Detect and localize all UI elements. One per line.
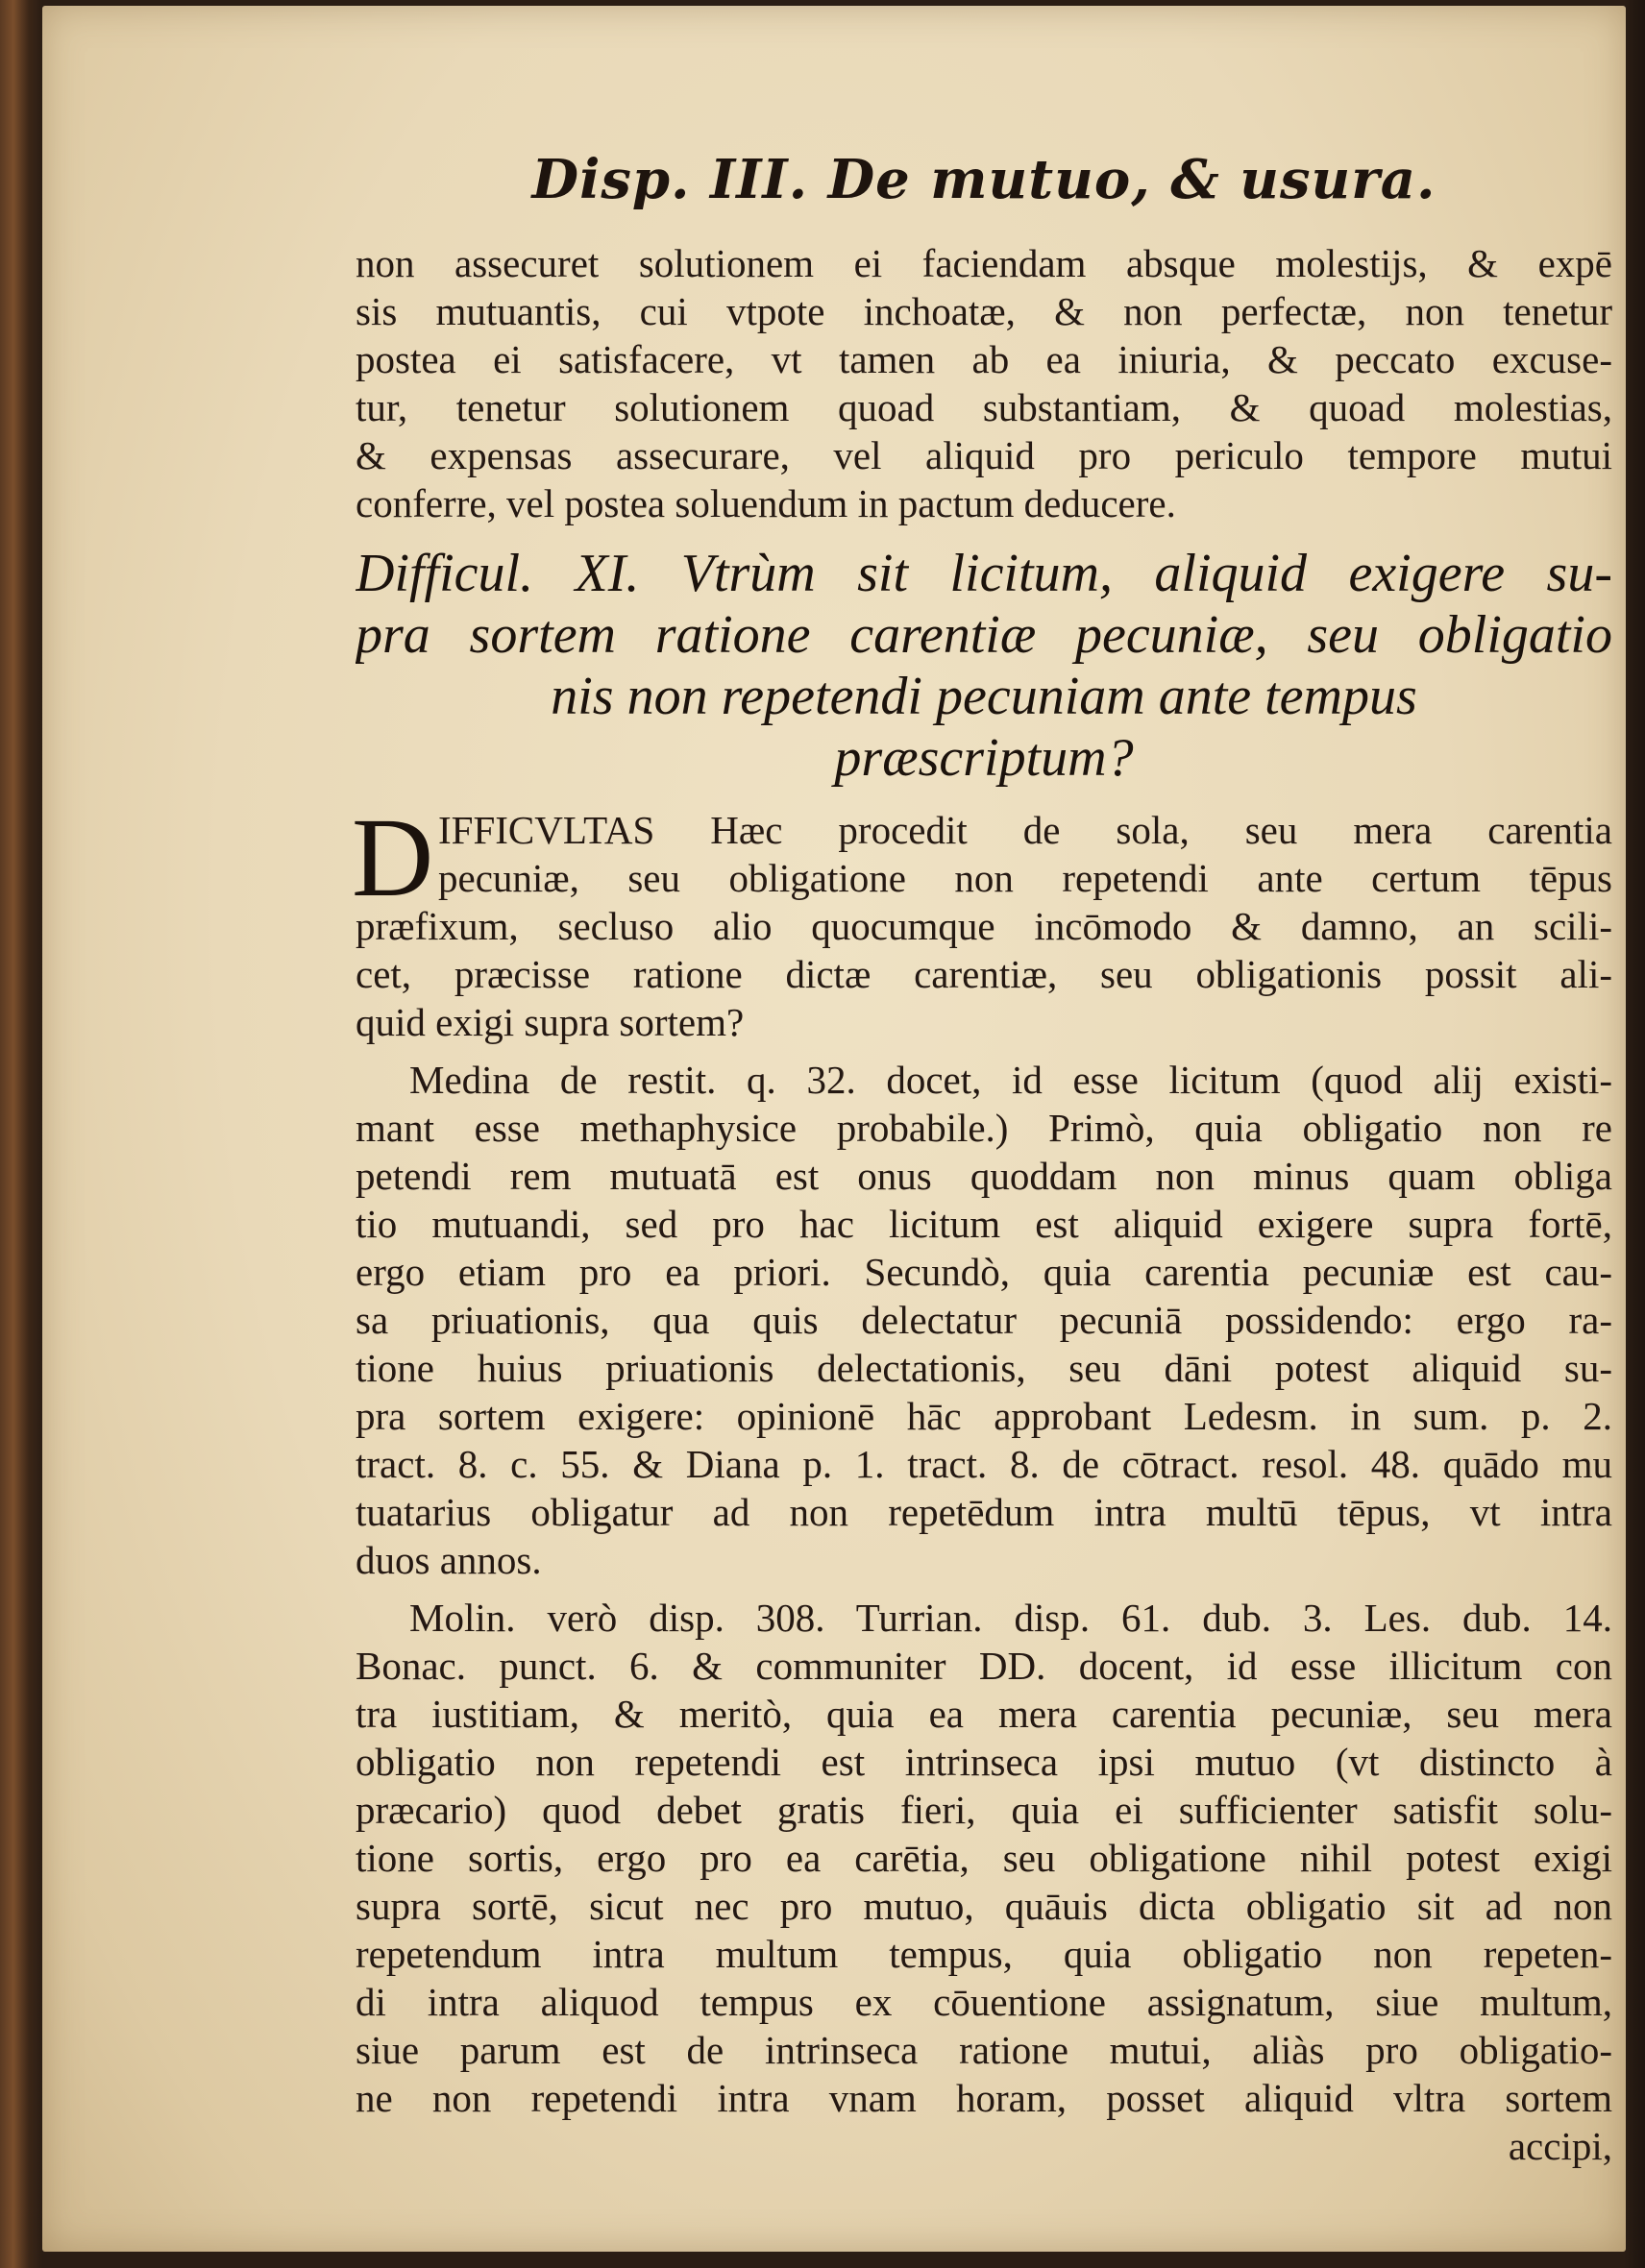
text-line: præfixum, secluso alio quocumque incōmodo & damno, an scili- — [356, 904, 1612, 948]
text-line: petendi rem mutuatā est onus quoddam non minus quam obliga — [356, 1154, 1612, 1198]
text-line: Medina de restit. q. 32. docet, id esse licitum (quod alij existi- — [409, 1058, 1612, 1102]
text-line: quid exigi supra sortem? — [356, 1000, 745, 1044]
text-line: sa priuationis, qua quis delectatur pecuniā possidendo: ergo ra- — [356, 1298, 1612, 1342]
book-page — [42, 6, 1626, 2252]
text-line: & expensas assecurare, vel aliquid pro periculo tempore mutui — [356, 433, 1612, 477]
drop-cap: D — [352, 794, 434, 920]
text-line: ne non repetendi intra vnam horam, posset aliquid vltra sortem — [356, 2076, 1612, 2120]
text-line: mant esse methaphysice probabile.) Primò, quia obligatio non re — [356, 1106, 1612, 1150]
section-heading — [356, 543, 1612, 789]
text-line: præcario) quod debet gratis fieri, quia ei sufficienter satisfit solu- — [356, 1788, 1612, 1832]
text-line: pra sortem exigere: opinionē hāc approbant Ledesm. in sum. p. 2. — [356, 1394, 1612, 1438]
text-line: tio mutuandi, sed pro hac licitum est aliquid exigere supra fortē, — [356, 1202, 1612, 1246]
text-line: tuatarius obligatur ad non repetēdum intra multū tēpus, vt intra — [356, 1490, 1612, 1534]
heading-line: pra sortem ratione carentiæ pecuniæ, seu obligatio — [356, 605, 1612, 665]
text-line: siue parum est de intrinseca ratione mutui, aliàs pro obligatio- — [356, 2028, 1612, 2072]
text-line: cet, præcisse ratione dictæ carentiæ, seu obligationis possit ali- — [356, 952, 1612, 996]
text-line: conferre, vel postea soluendum in pactum deducere. — [356, 481, 1176, 525]
catchword: accipi, — [1508, 2124, 1612, 2168]
text-line: tione sortis, ergo pro ea carētia, seu obligatione nihil potest exigi — [356, 1836, 1612, 1880]
text-line: tract. 8. c. 55. & Diana p. 1. tract. 8. de cōtract. resol. 48. quādo mu — [356, 1442, 1612, 1486]
text-line: sis mutuantis, cui vtpote inchoatæ, & non perfectæ, non tenetur — [356, 289, 1612, 333]
spacer — [356, 1046, 1612, 1056]
paragraph-medina — [356, 1056, 1612, 1584]
text-line: repetendum intra multum tempus, quia obligatio non repeten- — [356, 1932, 1612, 1976]
running-head: Disp. III. De mutuo, & usura. — [531, 148, 1436, 211]
text-line: tione huius priuationis delectationis, seu dāni potest aliquid su- — [356, 1346, 1612, 1390]
paragraph-molina — [356, 1594, 1612, 2170]
text-line: non assecuret solutionem ei faciendam absque molestijs, & expē — [356, 241, 1612, 285]
paragraph-difficultas — [352, 794, 1612, 1046]
text-line: di intra aliquod tempus ex cōuentione assignatum, siue multum, — [356, 1980, 1612, 2024]
text-line: Bonac. punct. 6. & communiter DD. docent, id esse illicitum con — [356, 1644, 1612, 1688]
text-line: pecuniæ, seu obligatione non repetendi ante certum tēpus — [438, 856, 1612, 900]
text-line: supra sortē, sicut nec pro mutuo, quāuis dicta obligatio sit ad non — [356, 1884, 1612, 1928]
text-line: IFFICVLTAS Hæc procedit de sola, seu mera carentia — [438, 808, 1612, 852]
text-line: duos annos. — [356, 1538, 542, 1582]
spacer — [356, 1584, 1612, 1594]
text-line: tur, tenetur solutionem quoad substantiam, & quoad molestias, — [356, 385, 1612, 429]
intro-paragraph — [356, 239, 1612, 527]
page-content — [352, 145, 1612, 2170]
text-line: tra iustitiam, & meritò, quia ea mera carentia pecuniæ, seu mera — [356, 1692, 1612, 1736]
heading-line: Difficul. XI. Vtrùm sit licitum, aliquid exigere su- — [356, 544, 1612, 603]
text-line: postea ei satisfacere, vt tamen ab ea iniuria, & peccato excuse- — [356, 337, 1612, 381]
heading-line: nis non repetendi pecuniam ante tempus — [551, 667, 1417, 726]
text-line: ergo etiam pro ea priori. Secundò, quia carentia pecuniæ est cau- — [356, 1250, 1612, 1294]
text-line: obligatio non repetendi est intrinseca ipsi mutuo (vt distincto à — [356, 1740, 1612, 1784]
text-line: Molin. verò disp. 308. Turrian. disp. 61. dub. 3. Les. dub. 14. — [409, 1596, 1612, 1640]
heading-line: præscriptum? — [834, 728, 1134, 788]
